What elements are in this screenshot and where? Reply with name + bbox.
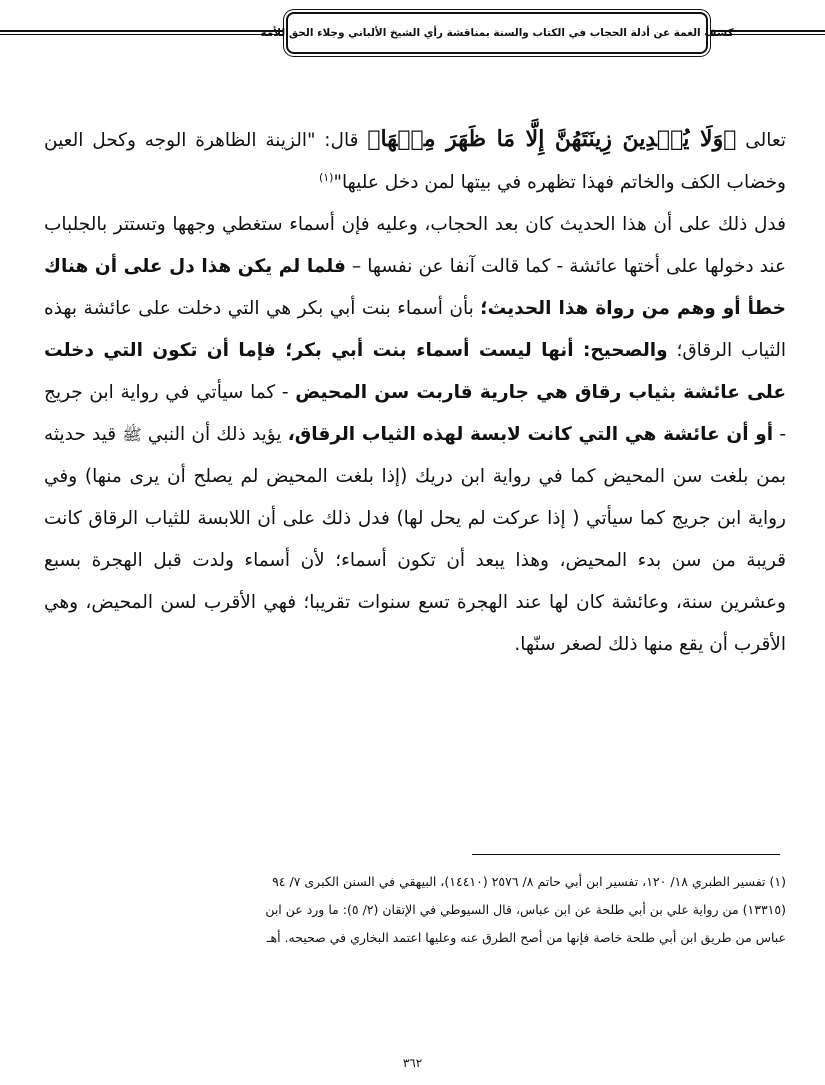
salutation-glyph: ﷺ	[122, 425, 142, 444]
running-header	[260, 12, 734, 54]
footnote-separator	[472, 854, 780, 855]
main-text	[44, 118, 786, 666]
page-number: ٣٦٢	[402, 1056, 423, 1070]
quran-verse: ﴿وَلَا يُبۡدِينَ زِينَتَهُنَّ إِلَّا مَا ظَهَرَ مِنۡهَا﴾	[367, 126, 737, 152]
footnote-line: (١) تفسير الطبري ١٨/ ١٢٠، تفسير ابن أبي حاتم ٨/ ٢٥٧٦ (١٤٤١٠)، البيهقي في السنن الكبرى ٧/ ٩٤	[272, 874, 786, 889]
text-segment: تعالى	[736, 130, 787, 151]
text-segment: قيد حديثه بمن بلغت سن المحيض كما في رواية ابن دريك (إذا بلغت المحيض لم يصلح أن يرى منها) وفي رواية ابن جريج كما سيأتي ( إذا عركت لم يحل لها) فدل ذلك على أن اللابسة للثياب الرقاق كانت قريبة من سن بدء المحيض، وهذا يبعد أن تكون أسماء؛ لأن أسماء ولدت قبل الهجرة بسبع وعشرين سنة، وعائشة كان لها عند الهجرة تسع سنوات تقريبا؛ فهي الأقرب لسن المحيض، وهي الأقرب أن يقع منها ذلك لصغر سنّها.	[44, 424, 786, 655]
bold-segment: أو أن عائشة هي التي كانت لابسة لهذه الثياب الرقاق،	[287, 424, 774, 445]
text-segment: يؤيد ذلك أن النبي	[141, 424, 288, 445]
text-segment: بأن أسماء بنت أبي بكر هي التي دخلت على عائشة بهذه الثياب الرقاق؛	[44, 298, 786, 361]
paragraph-1	[44, 118, 786, 204]
footnote-line: عباس من طريق ابن أبي طلحة خاصة فإنها من أصح الطرق عنه وعليها اعتمد البخاري في صحيحه. أهـ	[266, 930, 786, 945]
text-segment: فدل ذلك على أن هذا الحديث كان بعد الحجاب، وعليه فإن أسماء ستغطي وجهها وتستتر بالجلباب عند دخولها على أختها عائشة - كما قالت آنفا عن نفسها –	[44, 214, 787, 277]
bold-segment: فلما لم يكن هذا دل على أن هناك خطأ أو وهم من رواة هذا الحديث؛	[44, 256, 786, 319]
text-segment: قال: "الزينة الظاهرة الوجه وكحل العين وخضاب الكف والخاتم فهذا تظهره في بيتها لمن دخل عليها"	[44, 130, 786, 193]
footnote-line: (١٣٣١٥) من رواية علي بن أبي طلحة عن ابن عباس، قال السيوطي في الإتقان (٢/ ٥): ما ورد عن ابن	[265, 902, 786, 917]
footnote-reference[interactable]: (١)	[318, 170, 334, 184]
text-segment: - كما سيأتي في رواية ابن جريج -	[44, 382, 787, 445]
bold-segment: والصحيح: أنها ليست أسماء بنت أبي بكر؛ فإما أن تكون التي دخلت على عائشة بثياب رقاق هي جارية قاربت سن المحيض	[44, 340, 786, 403]
running-title: كشف الغمة عن أدلة الحجاب في الكتاب والسنة بمناقشة رأي الشيخ الألباني وجلاء الحق للأمة	[260, 27, 734, 39]
footnotes	[44, 868, 786, 952]
paragraph-2	[44, 204, 786, 666]
